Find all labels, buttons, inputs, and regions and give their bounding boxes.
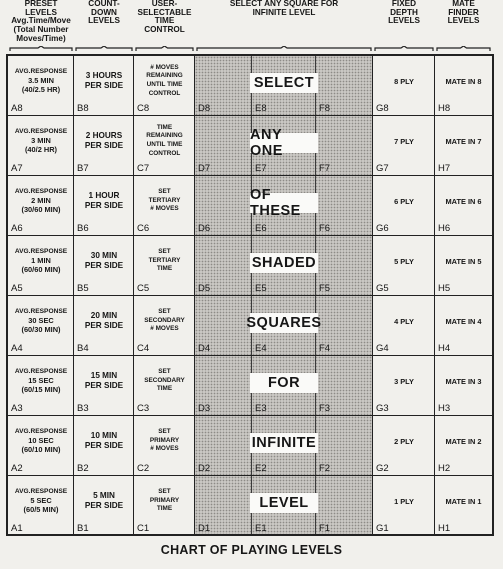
brace-icon xyxy=(74,46,134,52)
level-description: 4 PLY xyxy=(394,316,414,326)
square-coordinate-label: G2 xyxy=(376,463,389,474)
level-cell[interactable] xyxy=(375,58,433,104)
row-divider xyxy=(8,295,492,296)
level-description: 10 MIN PER SIDE xyxy=(84,431,124,450)
mate-finder-header-text: MATE FINDER LEVELS xyxy=(447,0,480,26)
level-cell[interactable] xyxy=(76,358,132,404)
infinite-level-instruction: SELECT xyxy=(250,73,318,93)
infinite-level-instruction: INFINITE xyxy=(251,435,317,451)
square-coordinate-label: H6 xyxy=(438,223,451,234)
square-coordinate-label: D5 xyxy=(198,283,211,294)
brace-icon xyxy=(195,46,373,52)
level-description: TIME REMAINING UNTIL TIME CONTROL xyxy=(146,123,183,157)
square-coordinate-label: H7 xyxy=(438,163,451,174)
level-cell[interactable] xyxy=(437,178,490,224)
level-description: AVG.RESPONSE 5 SEC (60/5 MIN) xyxy=(14,488,68,514)
infinite-level-instruction: LEVEL xyxy=(250,493,318,513)
level-description: 5 MIN PER SIDE xyxy=(84,491,124,510)
level-description: 20 MIN PER SIDE xyxy=(84,311,124,330)
level-description: 3 PLY xyxy=(394,376,414,386)
square-coordinate-label: C7 xyxy=(137,163,150,174)
square-coordinate-label: H8 xyxy=(438,103,451,114)
user-time-control-header-text: USER- SELECTABLE TIME CONTROL xyxy=(137,0,192,35)
level-description: MATE IN 5 xyxy=(445,256,482,266)
level-cell[interactable] xyxy=(10,358,72,404)
level-cell[interactable] xyxy=(437,418,490,464)
row-divider xyxy=(8,235,492,236)
square-coordinate-label: D1 xyxy=(198,523,211,534)
preset-levels-header-text: PRESET LEVELS Avg.Time/Move (Total Number Moves/Time) xyxy=(11,0,71,43)
square-coordinate-label: B1 xyxy=(77,523,89,534)
level-cell[interactable] xyxy=(136,118,193,164)
square-coordinate-label: H3 xyxy=(438,403,451,414)
level-cell[interactable] xyxy=(375,238,433,284)
level-description: 30 MIN PER SIDE xyxy=(84,251,124,270)
level-cell[interactable] xyxy=(136,298,193,344)
infinite-level-instruction: FOR xyxy=(250,373,318,393)
row-divider xyxy=(8,475,492,476)
level-cell[interactable] xyxy=(375,358,433,404)
level-description: AVG.RESPONSE 15 SEC (60/15 MIN) xyxy=(14,368,68,394)
square-coordinate-label: F5 xyxy=(319,283,331,294)
level-cell[interactable] xyxy=(10,58,72,104)
level-cell[interactable] xyxy=(136,478,193,524)
square-coordinate-label: G8 xyxy=(376,103,389,114)
square-coordinate-label: A3 xyxy=(11,403,23,414)
square-coordinate-label: F4 xyxy=(319,343,331,354)
countdown-levels-header xyxy=(74,0,134,52)
level-description: MATE IN 6 xyxy=(445,196,482,206)
square-coordinate-label: B4 xyxy=(77,343,89,354)
level-description: 5 PLY xyxy=(394,256,414,266)
square-coordinate-label: A4 xyxy=(11,343,23,354)
square-coordinate-label: D4 xyxy=(198,343,211,354)
level-cell[interactable] xyxy=(76,478,132,524)
brace-icon xyxy=(8,46,74,52)
square-coordinate-label: B2 xyxy=(77,463,89,474)
avg-response-label: AVG.RESPONSE xyxy=(14,188,68,196)
level-cell[interactable] xyxy=(10,418,72,464)
square-coordinate-label: E1 xyxy=(255,523,267,534)
level-description: MATE IN 4 xyxy=(445,316,482,326)
level-cell[interactable] xyxy=(10,478,72,524)
level-description: MATE IN 1 xyxy=(445,496,482,506)
level-cell[interactable] xyxy=(437,478,490,524)
square-coordinate-label: C1 xyxy=(137,523,150,534)
level-description: AVG.RESPONSE 3 MIN (40/2 HR) xyxy=(14,128,68,154)
level-description: MATE IN 8 xyxy=(445,76,482,86)
square-coordinate-label: E8 xyxy=(255,103,267,114)
square-coordinate-label: G1 xyxy=(376,523,389,534)
row-divider xyxy=(8,115,492,116)
level-cell[interactable] xyxy=(10,118,72,164)
row-divider xyxy=(8,415,492,416)
level-description: AVG.RESPONSE 30 SEC (60/30 MIN) xyxy=(14,308,68,334)
square-coordinate-label: G6 xyxy=(376,223,389,234)
level-description: SET TERTIARY TIME xyxy=(148,248,181,273)
square-coordinate-label: F6 xyxy=(319,223,331,234)
level-cell[interactable] xyxy=(375,478,433,524)
level-cell[interactable] xyxy=(136,238,193,284)
level-cell[interactable] xyxy=(76,418,132,464)
level-cell[interactable] xyxy=(136,58,193,104)
square-coordinate-label: A5 xyxy=(11,283,23,294)
level-description: AVG.RESPONSE 2 MIN (30/60 MIN) xyxy=(14,188,68,214)
square-coordinate-label: D8 xyxy=(198,103,211,114)
level-cell[interactable] xyxy=(10,298,72,344)
infinite-level-instruction: OF THESE xyxy=(250,193,318,213)
infinite-level-instruction: SHADED xyxy=(251,255,317,271)
infinite-level-header xyxy=(195,0,373,52)
infinite-level-instruction: SQUARES xyxy=(246,315,322,331)
level-description: 1 HOUR PER SIDE xyxy=(84,191,124,210)
level-description: SET SECONDARY # MOVES xyxy=(144,308,185,333)
square-coordinate-label: H2 xyxy=(438,463,451,474)
fixed-depth-header xyxy=(373,0,435,52)
level-description: # MOVES REMAINING UNTIL TIME CONTROL xyxy=(146,63,183,97)
level-cell[interactable] xyxy=(10,238,72,284)
square-coordinate-label: H4 xyxy=(438,343,451,354)
square-coordinate-label: F2 xyxy=(319,463,331,474)
square-coordinate-label: C4 xyxy=(137,343,150,354)
brace-icon xyxy=(134,46,195,52)
square-coordinate-label: H5 xyxy=(438,283,451,294)
level-cell[interactable] xyxy=(136,358,193,404)
avg-response-label: AVG.RESPONSE xyxy=(14,128,68,136)
fixed-depth-header-text: FIXED DEPTH LEVELS xyxy=(388,0,420,26)
square-coordinate-label: F1 xyxy=(319,523,331,534)
square-coordinate-label: F3 xyxy=(319,403,331,414)
avg-response-label: AVG.RESPONSE xyxy=(14,248,68,256)
level-cell[interactable] xyxy=(375,118,433,164)
level-description: 2 HOURS PER SIDE xyxy=(84,131,124,150)
square-coordinate-label: B7 xyxy=(77,163,89,174)
level-cell[interactable] xyxy=(375,178,433,224)
mate-finder-header xyxy=(435,0,492,52)
level-cell[interactable] xyxy=(76,58,132,104)
level-cell[interactable] xyxy=(76,118,132,164)
level-cell[interactable] xyxy=(437,238,490,284)
level-description: 3 HOURS PER SIDE xyxy=(84,71,124,90)
square-coordinate-label: B8 xyxy=(77,103,89,114)
square-coordinate-label: B6 xyxy=(77,223,89,234)
level-description: SET TERTIARY # MOVES xyxy=(148,188,181,213)
countdown-levels-header-text: COUNT- DOWN LEVELS xyxy=(88,0,120,26)
level-description: AVG.RESPONSE 10 SEC (60/10 MIN) xyxy=(14,428,68,454)
square-coordinate-label: A6 xyxy=(11,223,23,234)
level-description: 8 PLY xyxy=(394,76,414,86)
square-coordinate-label: E4 xyxy=(255,343,267,354)
square-coordinate-label: C6 xyxy=(137,223,150,234)
brace-icon xyxy=(435,46,492,52)
avg-response-label: AVG.RESPONSE xyxy=(14,368,68,376)
square-coordinate-label: G5 xyxy=(376,283,389,294)
level-description: 1 PLY xyxy=(394,496,414,506)
square-coordinate-label: E7 xyxy=(255,163,267,174)
infinite-level-instruction: ANY ONE xyxy=(250,133,318,153)
square-coordinate-label: D2 xyxy=(198,463,211,474)
level-cell[interactable] xyxy=(136,178,193,224)
level-cell[interactable] xyxy=(375,298,433,344)
level-cell[interactable] xyxy=(76,238,132,284)
avg-response-label: AVG.RESPONSE xyxy=(14,488,68,496)
square-coordinate-label: B3 xyxy=(77,403,89,414)
level-cell[interactable] xyxy=(76,178,132,224)
square-coordinate-label: E6 xyxy=(255,223,267,234)
level-cell[interactable] xyxy=(437,298,490,344)
square-coordinate-label: F8 xyxy=(319,103,331,114)
square-coordinate-label: G4 xyxy=(376,343,389,354)
square-coordinate-label: A8 xyxy=(11,103,23,114)
square-coordinate-label: E2 xyxy=(255,463,267,474)
square-coordinate-label: H1 xyxy=(438,523,451,534)
square-coordinate-label: E5 xyxy=(255,283,267,294)
square-coordinate-label: D7 xyxy=(198,163,211,174)
level-cell[interactable] xyxy=(437,58,490,104)
level-description: 15 MIN PER SIDE xyxy=(84,371,124,390)
square-coordinate-label: G3 xyxy=(376,403,389,414)
row-divider xyxy=(8,355,492,356)
level-description: 7 PLY xyxy=(394,136,414,146)
square-coordinate-label: C5 xyxy=(137,283,150,294)
level-description: AVG.RESPONSE 1 MIN (60/60 MIN) xyxy=(14,248,68,274)
playing-levels-grid xyxy=(6,54,494,536)
avg-response-label: AVG.RESPONSE xyxy=(14,308,68,316)
infinite-level-header-text: SELECT ANY SQUARE FOR INFINITE LEVEL xyxy=(229,0,339,17)
level-description: MATE IN 3 xyxy=(445,376,482,386)
level-description: SET SECONDARY TIME xyxy=(144,368,185,393)
square-coordinate-label: F7 xyxy=(319,163,331,174)
square-coordinate-label: A7 xyxy=(11,163,23,174)
level-description: SET PRIMARY TIME xyxy=(149,488,180,513)
square-coordinate-label: G7 xyxy=(376,163,389,174)
level-cell[interactable] xyxy=(136,418,193,464)
square-coordinate-label: C8 xyxy=(137,103,150,114)
avg-response-label: AVG.RESPONSE xyxy=(14,68,68,76)
level-description: MATE IN 7 xyxy=(445,136,482,146)
square-coordinate-label: C3 xyxy=(137,403,150,414)
square-coordinate-label: A2 xyxy=(11,463,23,474)
level-description: MATE IN 2 xyxy=(445,436,482,446)
level-cell[interactable] xyxy=(437,358,490,404)
square-coordinate-label: E3 xyxy=(255,403,267,414)
level-cell[interactable] xyxy=(437,118,490,164)
level-description: 6 PLY xyxy=(394,196,414,206)
level-cell[interactable] xyxy=(76,298,132,344)
square-coordinate-label: A1 xyxy=(11,523,23,534)
square-coordinate-label: D6 xyxy=(198,223,211,234)
level-cell[interactable] xyxy=(10,178,72,224)
avg-response-label: AVG.RESPONSE xyxy=(14,428,68,436)
square-coordinate-label: D3 xyxy=(198,403,211,414)
square-coordinate-label: C2 xyxy=(137,463,150,474)
level-description: 2 PLY xyxy=(394,436,414,446)
level-description: SET PRIMARY # MOVES xyxy=(149,428,180,453)
preset-levels-header xyxy=(8,0,74,52)
level-description: AVG.RESPONSE 3.5 MIN (40/2.5 HR) xyxy=(14,68,68,94)
brace-icon xyxy=(373,46,435,52)
square-coordinate-label: B5 xyxy=(77,283,89,294)
chart-caption: CHART OF PLAYING LEVELS xyxy=(160,543,343,557)
user-time-control-header xyxy=(134,0,195,52)
level-cell[interactable] xyxy=(375,418,433,464)
row-divider xyxy=(8,175,492,176)
